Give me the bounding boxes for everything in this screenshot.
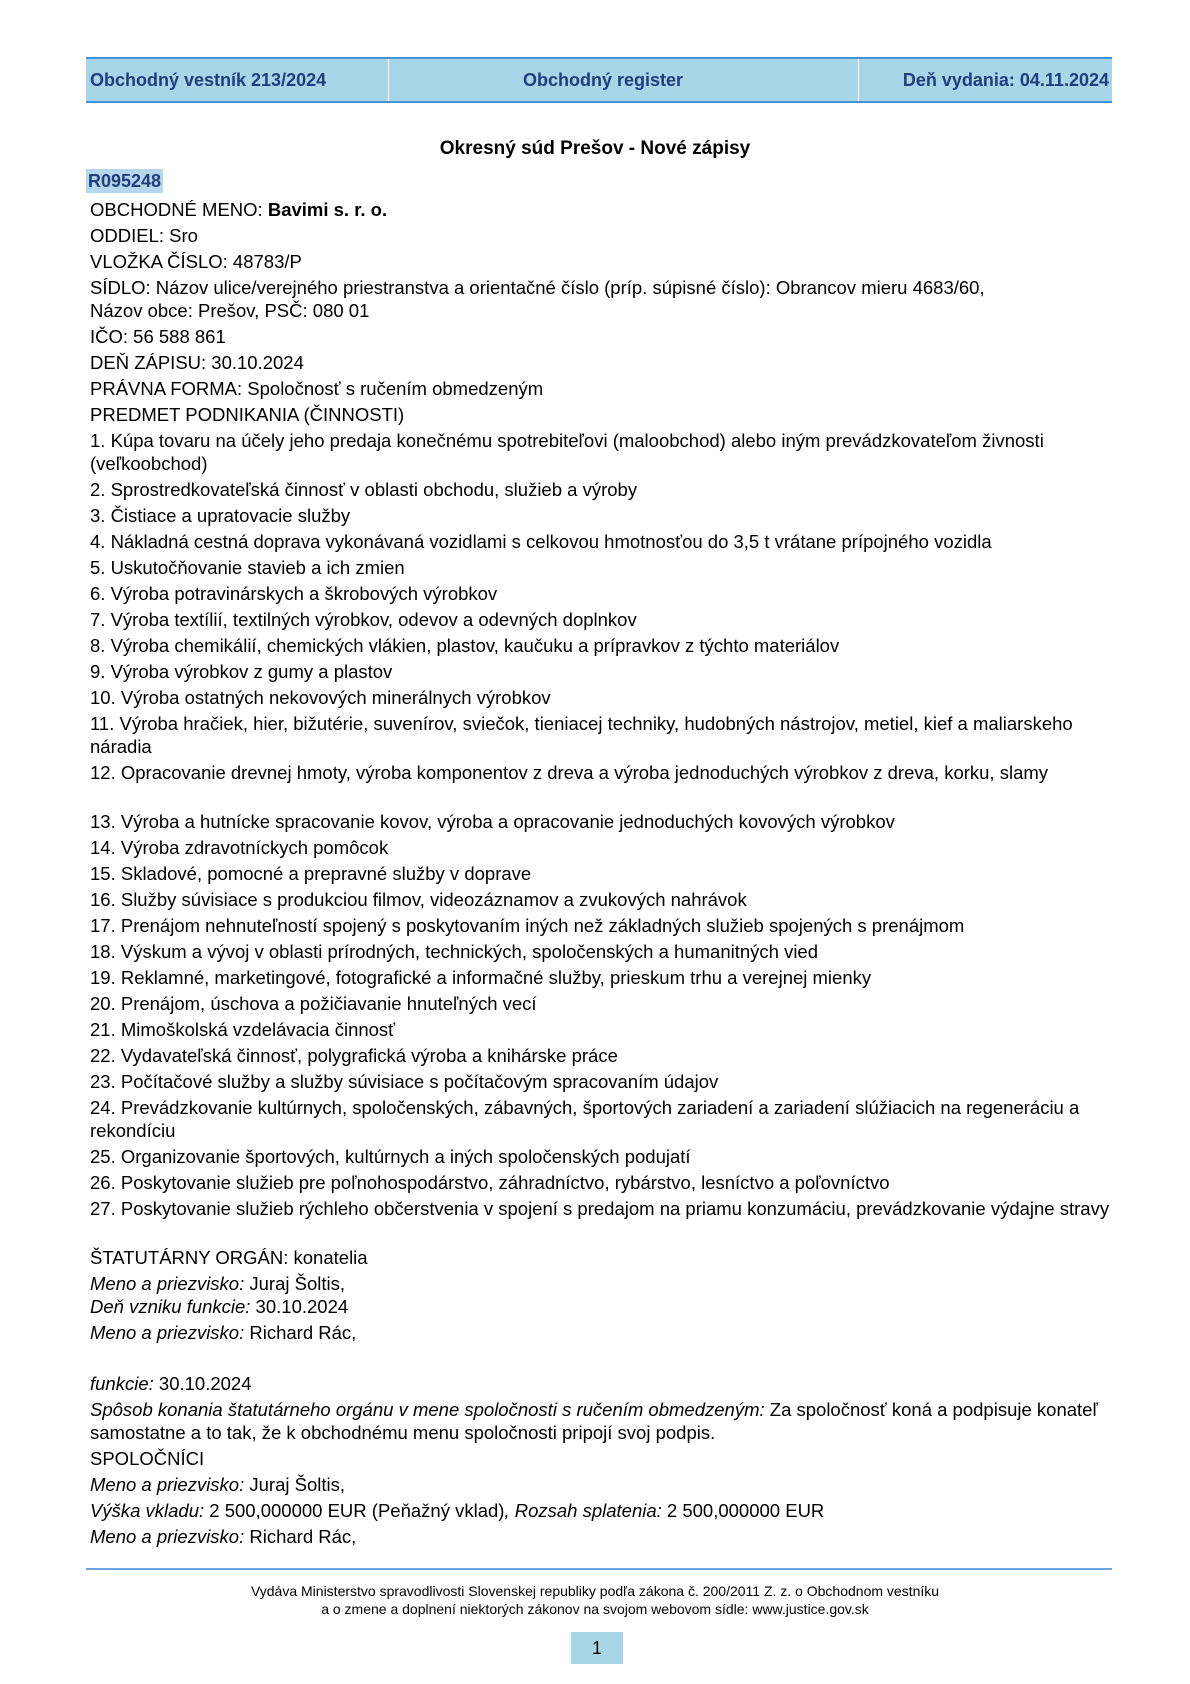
- seat-line-1: SÍDLO: Názov ulice/verejného priestranstva a orientačné číslo (príp. súpisné číslo): Obrancov mieru 4683/60,: [90, 277, 985, 298]
- activity-item: 27. Poskytovanie služieb rýchleho občerstvenia v spojení s predajom na priamu konzumáciu, prevádzkovanie výdajne stravy: [90, 1198, 1110, 1219]
- footer-publisher-line-2: a o zmene a doplnení niektorých zákonov na svojom webovom sídle: www.justice.gov.sk: [321, 1601, 869, 1617]
- person-name: Richard Rác,: [244, 1526, 357, 1547]
- registration-date-line: DEŇ ZÁPISU: 30.10.2024: [90, 352, 304, 373]
- record-id: R095248: [88, 171, 162, 191]
- activity-item: 2. Sprostredkovateľská činnosť v oblasti obchodu, služieb a výroby: [90, 479, 638, 500]
- name-label: Meno a priezvisko:: [90, 1526, 245, 1547]
- activity-item: 19. Reklamné, marketingové, fotografické a informačné služby, prieskum trhu a verejnej mienky: [90, 967, 872, 988]
- activity-item: 15. Skladové, pomocné a prepravné služby v doprave: [90, 863, 532, 884]
- activity-item: 20. Prenájom, úschova a požičiavanie hnuteľných vecí: [90, 993, 537, 1014]
- activity-item: 6. Výroba potravinárskych a škrobových výrobkov: [90, 583, 498, 604]
- partner-person-line: [90, 1473, 1120, 1496]
- seat-line-2: Názov obce: Prešov, PSČ: 080 01: [90, 300, 370, 321]
- function-start-line: [90, 1295, 1120, 1318]
- legal-form-line: PRÁVNA FORMA: Spoločnosť s ručením obmedzeným: [90, 378, 544, 399]
- paid-value: 2 500,000000 EUR: [661, 1500, 825, 1521]
- activity-item: 12. Opracovanie drevnej hmoty, výroba komponentov z dreva a výroba jednoduchých výrobkov z dreva, korku, slamy: [90, 762, 1049, 783]
- name-label: Meno a priezvisko:: [90, 1474, 245, 1495]
- footer-publisher-line-1: Vydáva Ministerstvo spravodlivosti Slovenskej republiky podľa zákona č. 200/2011 Z. z. o Obchodnom vestníku: [250, 1583, 940, 1599]
- paid-label: , Rozsah splatenia:: [504, 1500, 662, 1521]
- activity-item: 18. Výskum a vývoj v oblasti prírodných, technických, spoločenských a humanitných vied: [90, 941, 819, 962]
- name-label: Meno a priezvisko:: [90, 1273, 245, 1294]
- acting-manner-label: Spôsob konania štatutárneho orgánu v mene spoločnosti s ručením obmedzeným:: [90, 1399, 765, 1420]
- deposit-label: Výška vkladu:: [90, 1500, 205, 1521]
- activity-item: 9. Výroba výrobkov z gumy a plastov: [90, 661, 393, 682]
- activity-item: 8. Výroba chemikálií, chemických vlákien, plastov, kaučuku a prípravkov z týchto materiálov: [90, 635, 840, 656]
- insert-number-line: VLOŽKA ČÍSLO: 48783/P: [90, 251, 302, 272]
- activity-item: 7. Výroba textílií, textilných výrobkov, odevov a odevných doplnkov: [90, 609, 637, 630]
- section-line: ODDIEL: Sro: [90, 225, 198, 246]
- bulletin-issue: Obchodný vestník 213/2024: [90, 70, 327, 90]
- partner-person-line: [90, 1525, 1120, 1548]
- business-name-value: Bavimi s. r. o.: [267, 199, 388, 220]
- activity-item: 26. Poskytovanie služieb pre poľnohospodárstvo, záhradníctvo, rybárstvo, lesníctvo a poľovníctvo: [90, 1172, 890, 1193]
- business-name-label: OBCHODNÉ MENO:: [90, 199, 268, 220]
- header-divider: [858, 59, 859, 101]
- activity-item: 24. Prevádzkovanie kultúrnych, spoločenských, zábavných, športových zariadení a zariadení slúžiacich na regeneráciu a rekondíciu: [90, 1097, 1080, 1141]
- activity-item: 1. Kúpa tovaru na účely jeho predaja konečnému spotrebiteľovi (maloobchod) alebo iným prevádzkovateľom živnosti (veľkoobchod): [90, 430, 1044, 474]
- bulletin-section: Obchodný register: [522, 70, 684, 90]
- activity-item: 3. Čistiace a upratovacie služby: [90, 505, 351, 526]
- activity-item: 22. Vydavateľská činnosť, polygrafická výroba a knihárske práce: [90, 1045, 618, 1066]
- function-start-line: [90, 1372, 1120, 1395]
- activity-item: 21. Mimoškolská vzdelávacia činnosť: [90, 1019, 396, 1040]
- function-start-label: Deň vzniku funkcie:: [90, 1296, 251, 1317]
- activity-item: 16. Služby súvisiace s produkciou filmov, videozáznamov a zvukových nahrávok: [90, 889, 747, 910]
- deposit-line: [90, 1499, 1120, 1522]
- person-name: Juraj Šoltis,: [244, 1474, 345, 1495]
- activity-item: 23. Počítačové služby a služby súvisiace s počítačovým spracovaním údajov: [90, 1071, 719, 1092]
- footer-divider: [86, 1568, 1112, 1570]
- partners-heading: SPOLOČNÍCI: [90, 1448, 205, 1469]
- page-number: 1: [571, 1632, 623, 1664]
- business-name-line: [90, 198, 1120, 221]
- activities-heading: PREDMET PODNIKANIA (ČINNOSTI): [90, 404, 405, 425]
- person-name: Richard Rác,: [244, 1322, 357, 1343]
- activity-item: 13. Výroba a hutnícke spracovanie kovov, výroba a opracovanie jednoduchých kovových výrobkov: [90, 811, 895, 832]
- function-start-date: 30.10.2024: [250, 1296, 349, 1317]
- activity-item: 4. Nákladná cestná doprava vykonávaná vozidlami s celkovou hmotnosťou do 3,5 t vrátane prípojného vozidla: [90, 531, 992, 552]
- statutory-person-line: [90, 1321, 1120, 1344]
- function-label: funkcie:: [90, 1373, 154, 1394]
- activity-item: 10. Výroba ostatných nekovových minerálnych výrobkov: [90, 687, 551, 708]
- function-start-date: 30.10.2024: [153, 1373, 252, 1394]
- statutory-heading: ŠTATUTÁRNY ORGÁN: konatelia: [90, 1247, 368, 1268]
- activity-item: 25. Organizovanie športových, kultúrnych a iných spoločenských podujatí: [90, 1146, 691, 1167]
- acting-manner-paragraph: [90, 1398, 1120, 1444]
- activity-item: 17. Prenájom nehnuteľností spojený s poskytovaním iných než základných služieb spojených s prenájmom: [90, 915, 965, 936]
- activity-item: 14. Výroba zdravotníckych pomôcok: [90, 837, 389, 858]
- court-title: Okresný súd Prešov - Nové zápisy: [439, 138, 751, 159]
- statutory-person-line: [90, 1272, 1120, 1295]
- acting-manner-text: Za spoločnosť koná a podpisuje konateľ samostatne a to tak, že k obchodnému menu spoločnosti pripojí svoj podpis.: [90, 1399, 1098, 1443]
- person-name: Juraj Šoltis,: [244, 1273, 345, 1294]
- ico-line: IČO: 56 588 861: [90, 326, 226, 347]
- issue-date: Deň vydania: 04.11.2024: [902, 70, 1109, 90]
- bulletin-header: [86, 57, 1112, 103]
- name-label: Meno a priezvisko:: [90, 1322, 245, 1343]
- deposit-value: 2 500,000000 EUR (Peňažný vklad): [204, 1500, 505, 1521]
- activity-item: 5. Uskutočňovanie stavieb a ich zmien: [90, 557, 405, 578]
- activity-item: 11. Výroba hračiek, hier, bižutérie, suvenírov, sviečok, tieniacej techniky, hudobných nástrojov, metiel, kief a maliarskeho náradia: [90, 713, 1073, 757]
